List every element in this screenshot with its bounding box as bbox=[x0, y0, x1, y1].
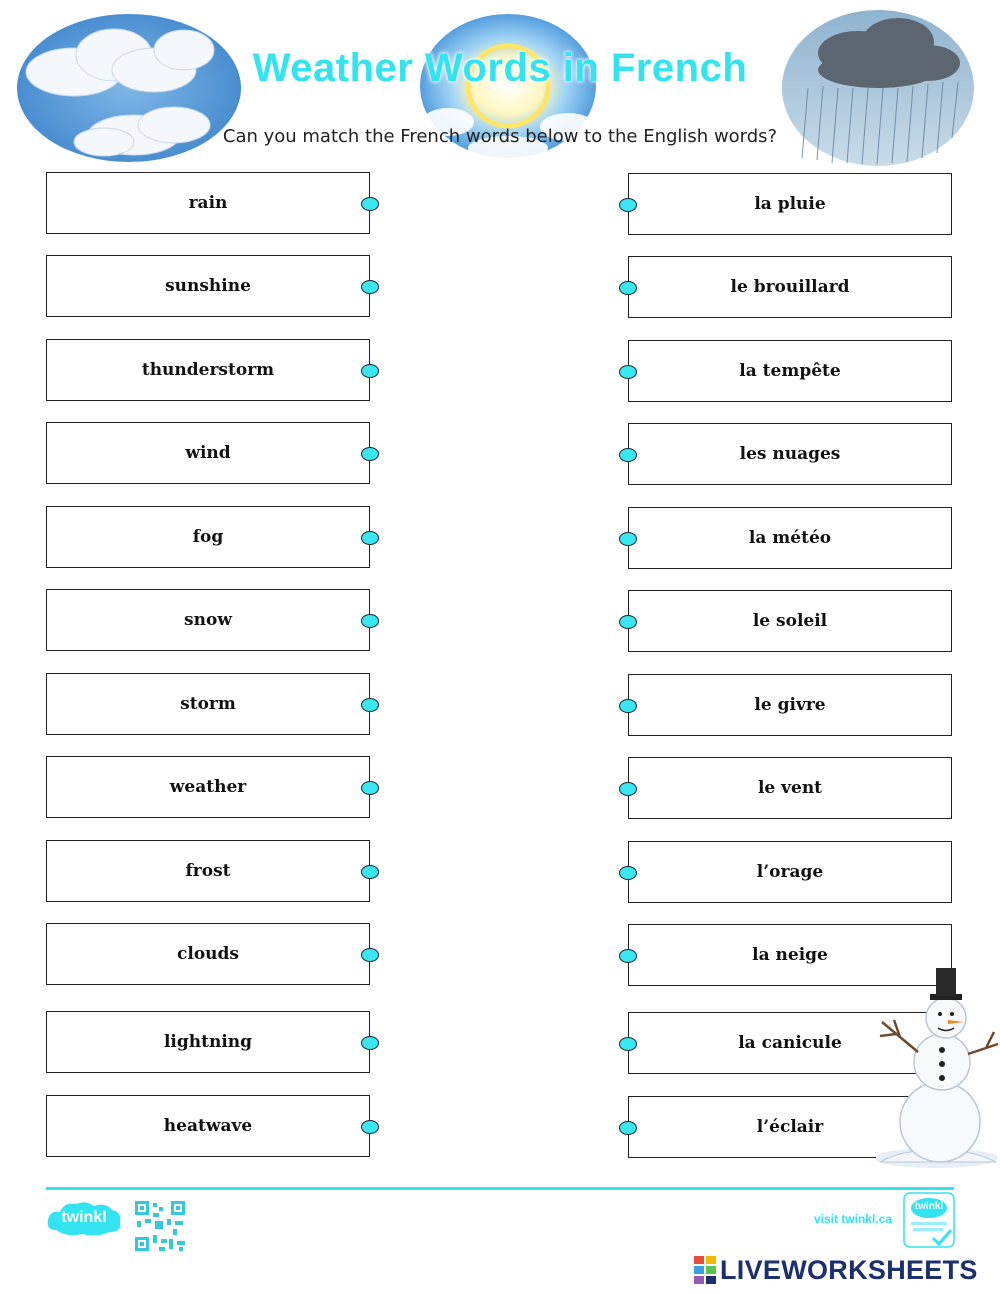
english-word-card[interactable] bbox=[46, 506, 370, 568]
english-word-card[interactable] bbox=[46, 172, 370, 234]
connector-dot[interactable] bbox=[361, 197, 379, 211]
french-word-label: l’éclair bbox=[756, 1117, 824, 1137]
french-word-card[interactable] bbox=[628, 507, 952, 569]
connector-dot[interactable] bbox=[619, 1121, 637, 1135]
connector-dot[interactable] bbox=[361, 698, 379, 712]
french-word-card[interactable] bbox=[628, 256, 952, 318]
english-word-card[interactable] bbox=[46, 673, 370, 735]
english-word-card[interactable] bbox=[46, 756, 370, 818]
french-word-label: le soleil bbox=[752, 611, 828, 631]
french-word-label: la pluie bbox=[754, 194, 826, 214]
worksheet-title: Weather Words in French bbox=[252, 46, 748, 90]
english-word-label: heatwave bbox=[163, 1116, 253, 1136]
french-word-label: la canicule bbox=[738, 1033, 842, 1053]
connector-dot[interactable] bbox=[619, 281, 637, 295]
french-word-card[interactable] bbox=[628, 841, 952, 903]
connector-dot[interactable] bbox=[361, 948, 379, 962]
french-word-card[interactable] bbox=[628, 674, 952, 736]
french-word-label: la tempête bbox=[739, 361, 841, 381]
twinkl-logo-text: twinkl bbox=[61, 1209, 107, 1226]
french-word-label: la météo bbox=[748, 528, 832, 548]
french-word-card[interactable] bbox=[628, 423, 952, 485]
worksheet-instructions: Can you match the French words below to the English words? bbox=[222, 126, 778, 147]
connector-dot[interactable] bbox=[619, 866, 637, 880]
english-word-label: rain bbox=[188, 193, 228, 213]
french-word-card[interactable] bbox=[628, 340, 952, 402]
french-word-label: le vent bbox=[757, 778, 823, 798]
french-word-label: le brouillard bbox=[730, 277, 850, 297]
english-word-card[interactable] bbox=[46, 1095, 370, 1157]
english-word-label: clouds bbox=[177, 944, 239, 964]
english-word-label: frost bbox=[185, 861, 231, 881]
connector-dot[interactable] bbox=[361, 531, 379, 545]
english-word-card[interactable] bbox=[46, 1011, 370, 1073]
english-word-label: weather bbox=[169, 777, 247, 797]
liveworksheets-logo-icon bbox=[694, 1256, 716, 1284]
connector-dot[interactable] bbox=[361, 280, 379, 294]
french-word-label: la neige bbox=[752, 945, 828, 965]
french-word-card[interactable] bbox=[628, 757, 952, 819]
connector-dot[interactable] bbox=[361, 865, 379, 879]
connector-dot[interactable] bbox=[619, 615, 637, 629]
connector-dot[interactable] bbox=[619, 532, 637, 546]
connector-dot[interactable] bbox=[619, 365, 637, 379]
english-word-card[interactable] bbox=[46, 255, 370, 317]
french-word-label: l’orage bbox=[756, 862, 824, 882]
french-word-card[interactable] bbox=[628, 173, 952, 235]
connector-dot[interactable] bbox=[361, 1120, 379, 1134]
connector-dot[interactable] bbox=[619, 782, 637, 796]
visit-twinkl-link[interactable]: visit twinkl.ca bbox=[813, 1212, 892, 1226]
snowman-illustration bbox=[876, 962, 1000, 1170]
footer-divider bbox=[46, 1187, 954, 1190]
french-word-label: les nuages bbox=[739, 444, 841, 464]
quality-badge-icon bbox=[903, 1192, 955, 1248]
qr-code-icon bbox=[133, 1199, 187, 1253]
english-word-label: wind bbox=[185, 443, 231, 463]
english-word-card[interactable] bbox=[46, 840, 370, 902]
liveworksheets-text: LIVEWORKSHEETS bbox=[720, 1254, 978, 1285]
english-word-card[interactable] bbox=[46, 339, 370, 401]
connector-dot[interactable] bbox=[619, 198, 637, 212]
connector-dot[interactable] bbox=[361, 447, 379, 461]
english-word-card[interactable] bbox=[46, 923, 370, 985]
connector-dot[interactable] bbox=[619, 1037, 637, 1051]
connector-dot[interactable] bbox=[619, 448, 637, 462]
english-word-label: thunderstorm bbox=[141, 360, 275, 380]
english-word-label: sunshine bbox=[165, 276, 251, 296]
english-word-label: snow bbox=[184, 610, 232, 630]
english-word-card[interactable] bbox=[46, 422, 370, 484]
liveworksheets-brand[interactable] bbox=[694, 1254, 978, 1286]
french-word-card[interactable] bbox=[628, 590, 952, 652]
connector-dot[interactable] bbox=[361, 1036, 379, 1050]
connector-dot[interactable] bbox=[361, 614, 379, 628]
english-word-label: fog bbox=[192, 527, 224, 547]
twinkl-logo bbox=[46, 1200, 122, 1240]
connector-dot[interactable] bbox=[361, 364, 379, 378]
connector-dot[interactable] bbox=[361, 781, 379, 795]
connector-dot[interactable] bbox=[619, 699, 637, 713]
english-word-card[interactable] bbox=[46, 589, 370, 651]
badge-text: twinkl bbox=[914, 1201, 944, 1212]
english-word-label: storm bbox=[180, 694, 236, 714]
connector-dot[interactable] bbox=[619, 949, 637, 963]
french-word-label: le givre bbox=[754, 695, 826, 715]
english-word-label: lightning bbox=[163, 1032, 253, 1052]
